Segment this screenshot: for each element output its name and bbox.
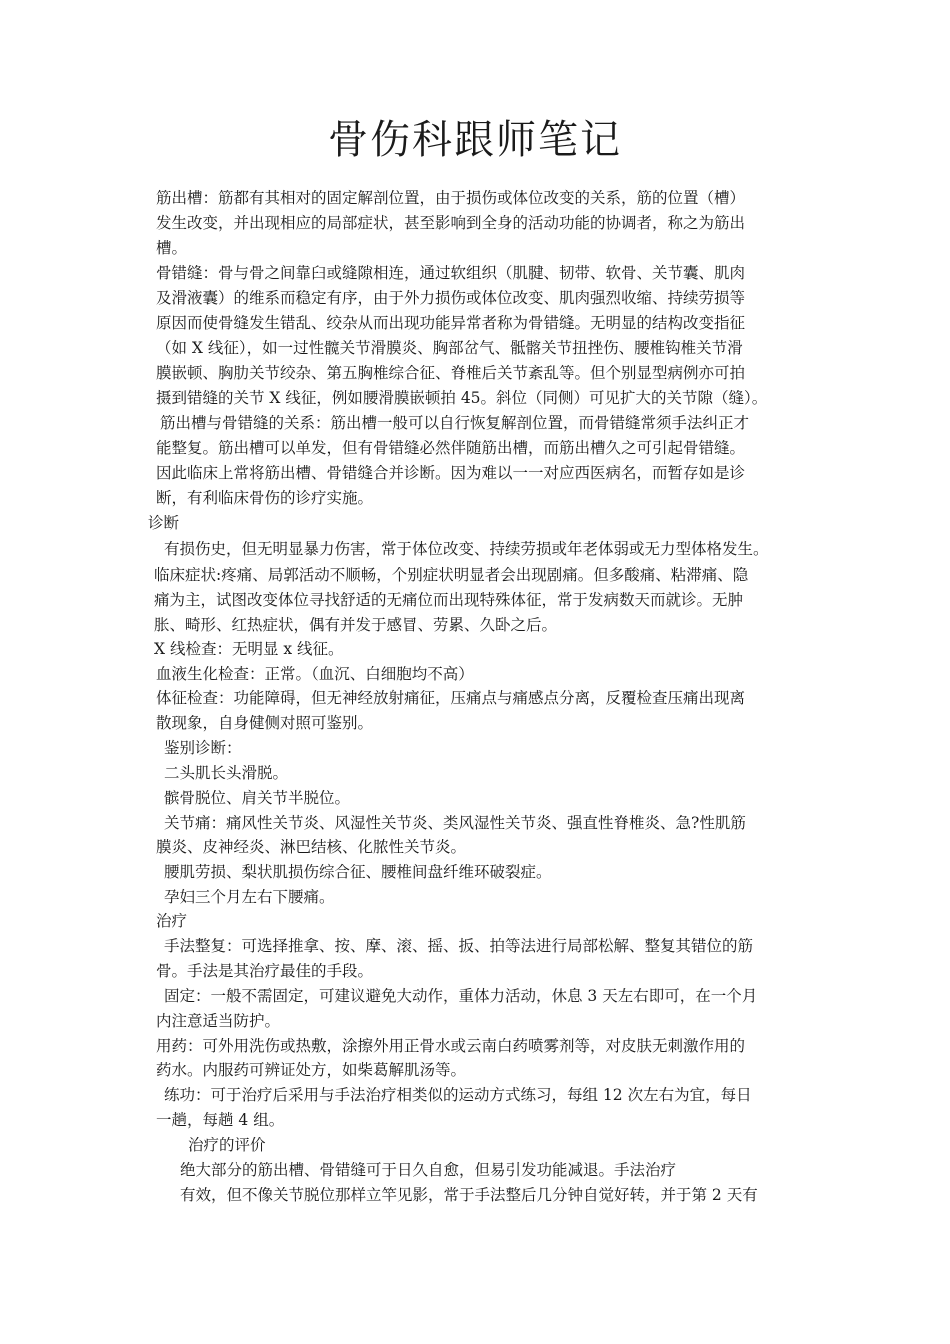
text-line: 关节痛：痛风性关节炎、风湿性关节炎、类风湿性关节炎、强直性脊椎炎、急?性肌筋 bbox=[164, 814, 746, 832]
text-line: 因此临床上常将筋出槽、骨错缝合并诊断。因为难以一一对应西医病名，而暂存如是诊 bbox=[156, 464, 746, 482]
section-heading: 诊断 bbox=[148, 514, 180, 532]
text-line: 槽。 bbox=[156, 239, 188, 257]
text-line: 髌骨脱位、肩关节半脱位。 bbox=[164, 789, 351, 807]
text-line: 筋出槽与骨错缝的关系：筋出槽一般可以自行恢复解剖位置，而骨错缝常须手法纠正才 bbox=[160, 414, 750, 432]
text-line: 体征检查：功能障碍，但无神经放射痛征，压痛点与痛感点分离，反覆检查压痛出现离 bbox=[156, 689, 746, 707]
text-line: 骨错缝：骨与骨之间靠臼或缝隙相连，通过软组织（肌腱、韧带、软骨、关节囊、肌肉 bbox=[156, 264, 746, 282]
text-line: 膜炎、皮神经炎、淋巴结核、化脓性关节炎。 bbox=[156, 838, 467, 856]
text-line: 膜嵌顿、胸肋关节绞杂、第五胸椎综合征、脊椎后关节紊乱等。但个别显型病例亦可拍 bbox=[156, 364, 746, 382]
text-line: （如 X 线征），如一过性髋关节滑膜炎、胸部岔气、骶髂关节扭挫伤、腰椎钩椎关节滑 bbox=[156, 339, 743, 357]
text-line: 腰肌劳损、梨状肌损伤综合征、腰椎间盘纤维环破裂症。 bbox=[164, 863, 552, 881]
text-line: 及滑液囊）的维系而稳定有序，由于外力损伤或体位改变、肌肉强烈收缩、持续劳损等 bbox=[156, 289, 746, 307]
page-title: 骨伤科跟师笔记 bbox=[328, 117, 622, 163]
text-line: 血液生化检查：正常。（血沉、白细胞均不高） bbox=[156, 665, 474, 683]
text-line: 练功：可于治疗后采用与手法治疗相类似的运动方式练习，每组 12 次左右为宜，每日 bbox=[164, 1086, 752, 1104]
text-line: 手法整复：可选择推拿、按、摩、滚、摇、扳、拍等法进行局部松解、整复其错位的筋 bbox=[164, 937, 754, 955]
text-line: 骨。手法是其治疗最佳的手段。 bbox=[156, 962, 374, 980]
text-line: 内注意适当防护。 bbox=[156, 1012, 281, 1030]
section-heading: 治疗的评价 bbox=[188, 1136, 266, 1154]
text-line: 临床症状:疼痛、局郭活动不顺畅，个别症状明显者会出现剧痛。但多酸痛、粘滞痛、隐 bbox=[154, 566, 749, 584]
text-line: X 线检查：无明显 x 线征。 bbox=[154, 640, 344, 658]
text-line: 摄到错缝的关节 X 线征，例如腰滑膜嵌顿拍 45。斜位（同侧）可见扩大的关节隙（缝）。 bbox=[156, 389, 768, 407]
text-line: 能整复。筋出槽可以单发，但有骨错缝必然伴随筋出槽，而筋出槽久之可引起骨错缝。 bbox=[156, 439, 746, 457]
text-line: 用药：可外用洗伤或热敷，涂擦外用正骨水或云南白药喷雾剂等，对皮肤无刺激作用的 bbox=[156, 1037, 746, 1055]
text-line: 孕妇三个月左右下腰痛。 bbox=[164, 888, 335, 906]
text-line: 胀、畸形、红热症状，偶有并发于感冒、劳累、久卧之后。 bbox=[154, 616, 558, 634]
text-line: 散现象，自身健侧对照可鉴别。 bbox=[156, 714, 374, 732]
text-line: 有损伤史，但无明显暴力伤害，常于体位改变、持续劳损或年老体弱或无力型体格发生。 bbox=[164, 540, 769, 558]
text-line: 断，有利临床骨伤的诊疗实施。 bbox=[156, 489, 374, 507]
text-line: 筋出槽：筋都有其相对的固定解剖位置，由于损伤或体位改变的关系，筋的位置（槽） bbox=[156, 189, 746, 207]
text-line: 原因而使骨缝发生错乱、绞杂从而出现功能异常者称为骨错缝。无明显的结构改变指征 bbox=[156, 314, 746, 332]
text-line: 发生改变，并出现相应的局部症状，甚至影响到全身的活动功能的协调者，称之为筋出 bbox=[156, 214, 746, 232]
section-heading: 治疗 bbox=[156, 912, 188, 930]
text-line: 固定：一般不需固定，可建议避免大动作，重体力活动，休息 3 天左右即可，在一个月 bbox=[164, 987, 758, 1005]
text-line: 痛为主，试图改变体位寻找舒适的无痛位而出现特殊体征，常于发病数天而就诊。无肿 bbox=[154, 591, 744, 609]
text-line: 鉴别诊断： bbox=[164, 739, 242, 757]
text-line: 有效，但不像关节脱位那样立竿见影，常于手法整后几分钟自觉好转，并于第 2 天有 bbox=[180, 1186, 758, 1204]
text-line: 二头肌长头滑脱。 bbox=[164, 764, 289, 782]
text-line: 绝大部分的筋出槽、骨错缝可于日久自愈，但易引发功能减退。手法治疗 bbox=[180, 1161, 677, 1179]
text-line: 药水。内服药可辨证处方，如柴葛解肌汤等。 bbox=[156, 1061, 467, 1079]
text-line: 一趟，每趟 4 组。 bbox=[156, 1111, 285, 1129]
